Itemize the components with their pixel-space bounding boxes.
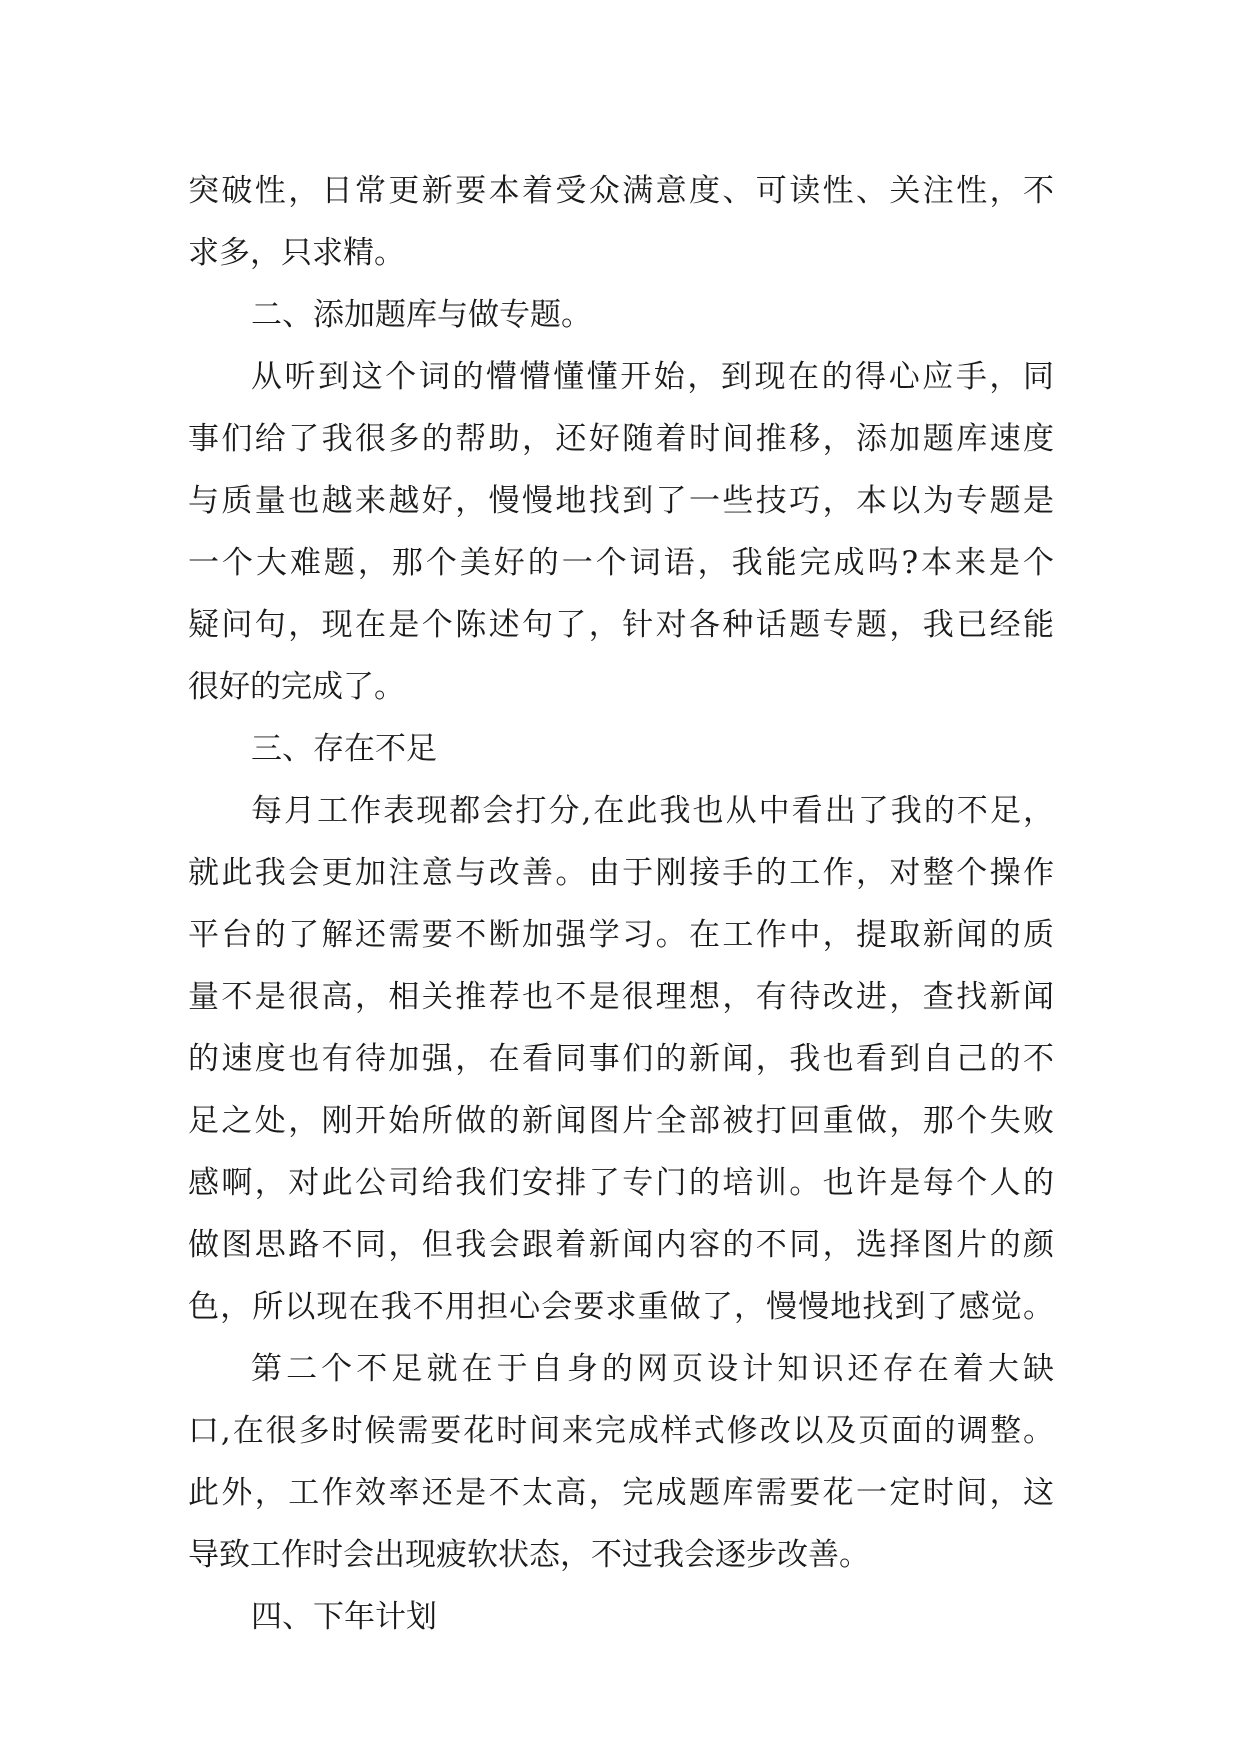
paragraph-line: 突破性，日常更新要本着受众满意度、可读性、关注性，不 xyxy=(188,173,1054,209)
paragraph-line: 平台的了解还需要不断加强学习。在工作中，提取新闻的质 xyxy=(188,917,1054,953)
paragraph-line: 导致工作时会出现疲软状态，不过我会逐步改善。 xyxy=(188,1537,870,1573)
paragraph-line: 与质量也越来越好，慢慢地找到了一些技巧，本以为专题是 xyxy=(188,483,1054,519)
section-heading: 二、添加题库与做专题。 xyxy=(251,297,592,333)
paragraph-line: 口,在很多时候需要花时间来完成样式修改以及页面的调整。 xyxy=(188,1413,1054,1449)
paragraph-line: 每月工作表现都会打分,在此我也从中看出了我的不足， xyxy=(251,793,1054,829)
paragraph-line: 做图思路不同，但我会跟着新闻内容的不同，选择图片的颜 xyxy=(188,1227,1054,1263)
section-heading: 四、下年计划 xyxy=(251,1599,437,1635)
paragraph-line: 色，所以现在我不用担心会要求重做了，慢慢地找到了感觉。 xyxy=(188,1289,1054,1325)
paragraph-line: 量不是很高，相关推荐也不是很理想，有待改进，查找新闻 xyxy=(188,979,1054,1015)
paragraph-line: 感啊，对此公司给我们安排了专门的培训。也许是每个人的 xyxy=(188,1165,1054,1201)
paragraph-line: 此外，工作效率还是不太高，完成题库需要花一定时间，这 xyxy=(188,1475,1054,1511)
paragraph-line: 疑问句，现在是个陈述句了，针对各种话题专题，我已经能 xyxy=(188,607,1054,643)
paragraph-line: 求多，只求精。 xyxy=(188,235,405,271)
paragraph-line: 很好的完成了。 xyxy=(188,669,405,705)
paragraph-line: 就此我会更加注意与改善。由于刚接手的工作，对整个操作 xyxy=(188,855,1054,891)
document-body xyxy=(188,160,1054,1648)
paragraph-line: 第二个不足就在于自身的网页设计知识还存在着大缺 xyxy=(251,1351,1054,1387)
section-heading: 三、存在不足 xyxy=(251,731,437,767)
paragraph-line: 事们给了我很多的帮助，还好随着时间推移，添加题库速度 xyxy=(188,421,1054,457)
paragraph-line: 足之处，刚开始所做的新闻图片全部被打回重做，那个失败 xyxy=(188,1103,1054,1139)
paragraph-line: 从听到这个词的懵懵懂懂开始，到现在的得心应手，同 xyxy=(251,359,1054,395)
paragraph-line: 一个大难题，那个美好的一个词语，我能完成吗?本来是个 xyxy=(188,545,1054,581)
paragraph-line: 的速度也有待加强，在看同事们的新闻，我也看到自己的不 xyxy=(188,1041,1054,1077)
